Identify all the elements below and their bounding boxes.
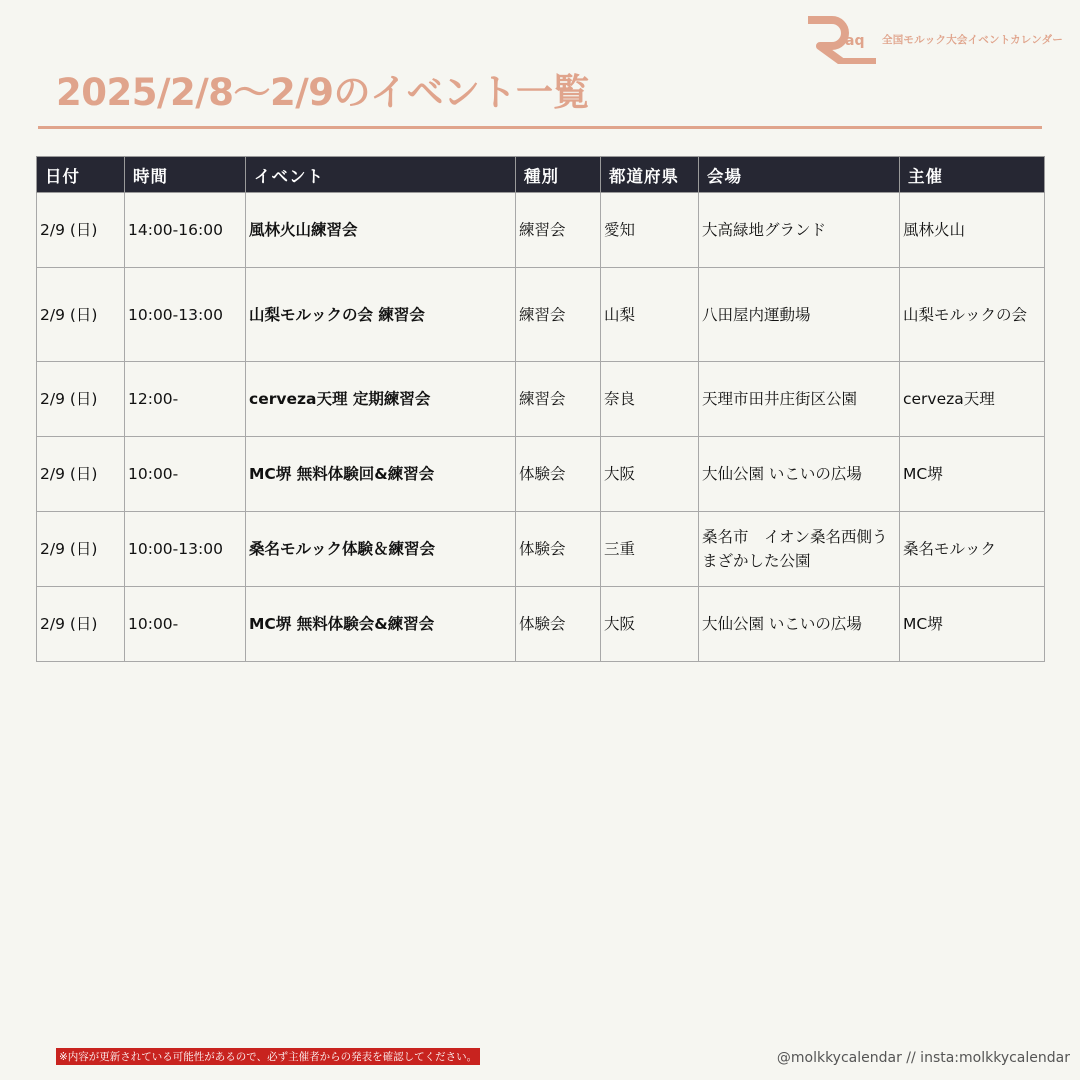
disclaimer-notice: ※内容が更新されている可能性があるので、必ず主催者からの発表を確認してください。 [56,1048,480,1065]
cell-time: 12:00- [125,362,246,437]
cell-type: 体験会 [516,587,601,662]
cell-organizer: 山梨モルックの会 [900,268,1045,362]
cell-venue: 大仙公園 いこいの広場 [699,437,900,512]
events-table [36,156,1045,662]
cell-time: 10:00-13:00 [125,268,246,362]
cell-organizer: MC堺 [900,437,1045,512]
column-header-organizer: 主催 [900,157,1045,193]
table-row [37,193,1045,268]
column-header-time: 時間 [125,157,246,193]
cell-type: 練習会 [516,268,601,362]
cell-date: 2/9 (日) [37,268,125,362]
column-header-venue: 会場 [699,157,900,193]
cell-venue: 大仙公園 いこいの広場 [699,587,900,662]
cell-event: 風林火山練習会 [246,193,516,268]
table-header-row [37,157,1045,193]
cell-date: 2/9 (日) [37,362,125,437]
column-header-date: 日付 [37,157,125,193]
cell-event: MC堺 無料体験会&練習会 [246,587,516,662]
cell-prefecture: 山梨 [601,268,699,362]
cell-organizer: 桑名モルック [900,512,1045,587]
table-row [37,437,1045,512]
cell-time: 10:00- [125,587,246,662]
social-credit: @molkkycalendar // insta:molkkycalendar [776,1050,1070,1066]
cell-venue: 八田屋内運動場 [699,268,900,362]
cell-venue: 大高緑地グランド [699,193,900,268]
cell-time: 10:00- [125,437,246,512]
cell-prefecture: 大阪 [601,587,699,662]
table-row [37,587,1045,662]
column-header-event: イベント [246,157,516,193]
column-header-type: 種別 [516,157,601,193]
cell-prefecture: 三重 [601,512,699,587]
cell-prefecture: 愛知 [601,193,699,268]
brand-name: 全国モルック大会イベントカレンダー [882,34,1063,46]
rq-logo-icon [808,16,878,64]
cell-date: 2/9 (日) [37,193,125,268]
cell-organizer: MC堺 [900,587,1045,662]
svg-text:aq: aq [845,33,865,49]
cell-date: 2/9 (日) [37,587,125,662]
cell-organizer: 風林火山 [900,193,1045,268]
page-title: 2025/2/8～2/9のイベント一覧 [56,71,589,114]
column-header-prefecture: 都道府県 [601,157,699,193]
cell-date: 2/9 (日) [37,512,125,587]
cell-type: 体験会 [516,512,601,587]
table-row [37,512,1045,587]
cell-type: 練習会 [516,362,601,437]
cell-time: 10:00-13:00 [125,512,246,587]
cell-prefecture: 奈良 [601,362,699,437]
cell-venue: 天理市田井庄街区公園 [699,362,900,437]
cell-event: cerveza天理 定期練習会 [246,362,516,437]
cell-event: MC堺 無料体験回&練習会 [246,437,516,512]
cell-organizer: cerveza天理 [900,362,1045,437]
cell-date: 2/9 (日) [37,437,125,512]
cell-type: 体験会 [516,437,601,512]
title-divider [38,126,1042,129]
table-row [37,268,1045,362]
cell-type: 練習会 [516,193,601,268]
cell-event: 桑名モルック体験＆練習会 [246,512,516,587]
table-row [37,362,1045,437]
cell-prefecture: 大阪 [601,437,699,512]
cell-venue: 桑名市 イオン桑名西側うまざかした公園 [699,512,900,587]
cell-time: 14:00-16:00 [125,193,246,268]
cell-event: 山梨モルックの会 練習会 [246,268,516,362]
